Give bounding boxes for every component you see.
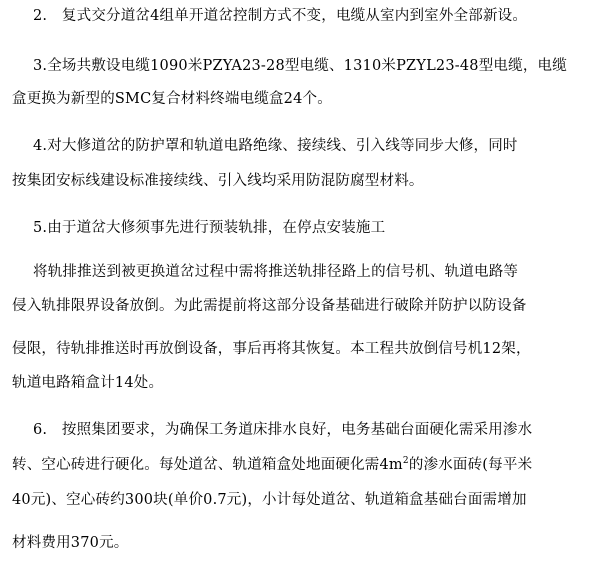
paragraph-6-line-2-text-a: 转、空心砖进行硬化。每处道岔、轨道箱盒处地面硬化需4m: [12, 457, 403, 473]
paragraph-5-detail-line-2: 侵入轨排限界设备放倒。为此需提前将这部分设备基础进行破除并防护以防设备: [12, 298, 527, 314]
paragraph-5-detail-line-1: 将轨排推送到被更换道岔过程中需将推送轨排径路上的信号机、轨道电路等: [33, 264, 519, 280]
paragraph-4-line-1: 4.对大修道岔的防护罩和轨道电路绝缘、接续线、引入线等同步大修，同时: [33, 138, 518, 154]
paragraph-3-line-2: 盒更换为新型的SMC复合材料终端电缆盒24个。: [12, 91, 332, 107]
paragraph-4-line-2: 按集团安标线建设标准接续线、引入线均采用防混防腐型材料。: [12, 173, 424, 189]
paragraph-6-line-4: 材料费用370元。: [12, 535, 129, 551]
paragraph-5-detail-line-4: 轨道电路箱盒计14处。: [12, 375, 164, 391]
paragraph-3-line-1: 3.全场共敷设电缆1090米PZYA23-28型电缆、1310米PZYL23-48型电缆，电缆: [33, 58, 567, 74]
paragraph-6-line-2-text-b: 的渗水面砖(每平米: [408, 457, 533, 473]
paragraph-2-line-1: 2. 复式交分道岔4组单开道岔控制方式不变，电缆从室内到室外全部新设。: [33, 8, 528, 24]
paragraph-6-line-1: 6. 按照集团要求，为确保工务道床排水良好，电务基础台面硬化需采用渗水: [33, 422, 533, 438]
paragraph-6-line-2: [12, 455, 532, 475]
paragraph-5-line-1: 5.由于道岔大修须事先进行预装轨排，在停点安装施工: [33, 220, 386, 236]
paragraph-5-detail-line-3: 侵限，待轨排推送时再放倒设备，事后再将其恢复。本工程共放倒信号机12架，: [12, 341, 531, 357]
superscript-2: 2: [402, 456, 409, 467]
paragraph-6-line-3: 40元)、空心砖约300块(单价0.7元)，小计每处道岔、轨道箱盒基础台面需增加: [12, 492, 527, 508]
